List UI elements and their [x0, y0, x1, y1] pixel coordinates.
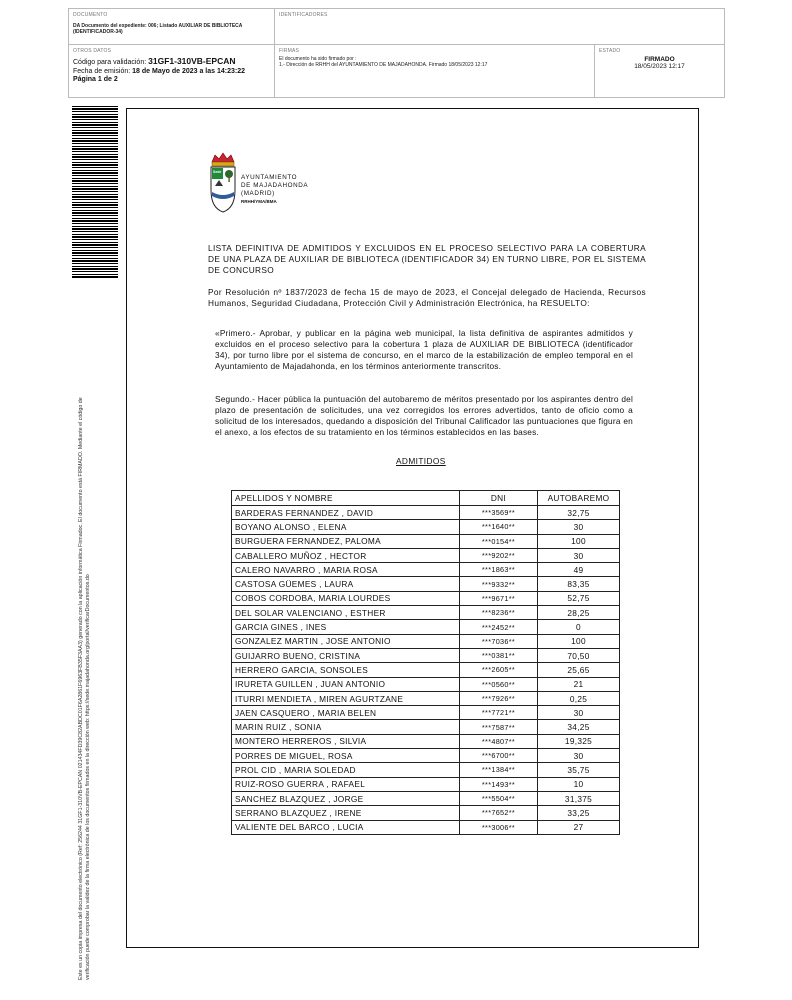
cell-dni: ***4807** — [460, 734, 538, 748]
fecha-value: 18 de Mayo de 2023 a las 14:23:22 — [132, 67, 246, 75]
firmas-cell — [275, 45, 595, 97]
cell-dni: ***9332** — [460, 577, 538, 591]
cell-autobaremo: 52,75 — [538, 591, 620, 605]
column-header-nombre: APELLIDOS Y NOMBRE — [232, 491, 460, 506]
cell-nombre: GUIJARRO BUENO, CRISTINA — [232, 648, 460, 662]
table-row — [232, 648, 620, 662]
cell-nombre: DEL SOLAR VALENCIANO , ESTHER — [232, 606, 460, 620]
cell-nombre: BARDERAS FERNANDEZ , DAVID — [232, 506, 460, 520]
cell-autobaremo: 0 — [538, 620, 620, 634]
table-row — [232, 548, 620, 562]
cell-autobaremo: 31,375 — [538, 791, 620, 805]
cell-nombre: GONZALEZ MARTIN , JOSE ANTONIO — [232, 634, 460, 648]
cell-nombre: MARIN RUIZ , SONIA — [232, 720, 460, 734]
intro-paragraph: Por Resolución nº 1837/2023 de fecha 15 de mayo de 2023, el Concejal delegado de Hacienda, Recursos Humanos, Seguridad Ciudadana, Protección Civil y Administración Electrónica, ha RESUELTO: — [208, 287, 646, 308]
cell-autobaremo: 100 — [538, 634, 620, 648]
documento-label: DOCUMENTO — [73, 12, 108, 18]
cell-autobaremo: 30 — [538, 520, 620, 534]
cell-nombre: SANCHEZ BLAZQUEZ , JORGE — [232, 791, 460, 805]
cell-nombre: PORRES DE MIGUEL, ROSA — [232, 749, 460, 763]
admitidos-heading: ADMITIDOS — [396, 456, 446, 466]
estado-value: FIRMADO — [644, 56, 675, 63]
cell-autobaremo: 32,75 — [538, 506, 620, 520]
org-line-2: DE MAJADAHONDA — [241, 182, 309, 189]
cell-autobaremo: 21 — [538, 677, 620, 691]
cell-autobaremo: 35,75 — [538, 763, 620, 777]
table-row — [232, 677, 620, 691]
cell-nombre: SERRANO BLAZQUEZ , IRENE — [232, 806, 460, 820]
cell-nombre: RUIZ-ROSO GUERRA , RAFAEL — [232, 777, 460, 791]
cell-dni: ***9671** — [460, 591, 538, 605]
cell-nombre: CASTOSA GÜEMES , LAURA — [232, 577, 460, 591]
table-row — [232, 763, 620, 777]
table-row — [232, 663, 620, 677]
cell-nombre: IRURETA GUILLEN , JUAN ANTONIO — [232, 677, 460, 691]
cell-autobaremo: 34,25 — [538, 720, 620, 734]
table-row — [232, 534, 620, 548]
documento-text: DA Documento del expediente: 006; Listado AUXILIAR DE BIBLIOTECA (IDENTIFICADOR-34) — [73, 23, 243, 35]
cell-dni: ***6700** — [460, 749, 538, 763]
table-row — [232, 791, 620, 805]
fecha-emision — [73, 68, 270, 77]
org-line-3: (MADRID) — [241, 190, 275, 197]
table-row — [232, 720, 620, 734]
table-row — [232, 734, 620, 748]
table-header-row — [232, 491, 620, 506]
table-row — [232, 577, 620, 591]
cell-autobaremo: 100 — [538, 534, 620, 548]
cell-dni: ***9202** — [460, 548, 538, 562]
cell-dni: ***1384** — [460, 763, 538, 777]
cell-nombre: VALIENTE DEL BARCO , LUCIA — [232, 820, 460, 834]
cell-dni: ***2605** — [460, 663, 538, 677]
fecha-prefix: Fecha de emisión: — [73, 67, 131, 75]
firmas-label: FIRMAS — [279, 48, 300, 54]
cell-autobaremo: 30 — [538, 706, 620, 720]
cell-dni: ***0560** — [460, 677, 538, 691]
identificadores-label: IDENTIFICADORES — [279, 12, 328, 18]
cell-dni: ***3569** — [460, 506, 538, 520]
table-row — [232, 620, 620, 634]
firmas-line1: El documento ha sido firmado por : — [279, 56, 357, 62]
cell-nombre: BOYANO ALONSO , ELENA — [232, 520, 460, 534]
codigo-value: 31GF1-310VB-EPCAN — [148, 56, 236, 66]
cell-nombre: BURGUERA FERNANDEZ, PALOMA — [232, 534, 460, 548]
codigo-validacion — [73, 57, 270, 68]
cell-autobaremo: 33,25 — [538, 806, 620, 820]
segundo-paragraph: Segundo.- Hacer pública la puntuación del autobaremo de méritos presentado por los aspirantes dentro del plazo de presentación de solicitudes, una vez corregidos los errores advertidos, tanto de oficio como a solicitud de los interesados, quedando a disposición del Tribunal Calificador las puntuaciones que figura en el anexo, a los efectos de su tratamiento en los términos establecidos en las bases. — [215, 394, 633, 437]
side-verification-note — [78, 300, 92, 980]
cell-autobaremo: 83,35 — [538, 577, 620, 591]
otros-datos-cell — [69, 45, 275, 97]
cell-dni: ***7036** — [460, 634, 538, 648]
document-header — [68, 8, 725, 98]
cell-nombre: CALERO NAVARRO , MARIA ROSA — [232, 563, 460, 577]
table-row — [232, 634, 620, 648]
identificadores-cell — [275, 9, 724, 45]
cell-autobaremo: 70,50 — [538, 648, 620, 662]
cell-nombre: GARCIA GINES , INES — [232, 620, 460, 634]
coat-of-arms-logo — [208, 152, 238, 214]
table-row — [232, 591, 620, 605]
document-title: LISTA DEFINITIVA DE ADMITIDOS Y EXCLUIDOS EN EL PROCESO SELECTIVO PARA LA COBERTURA DE UNA PLAZA DE AUXILIAR DE BIBLIOTECA (IDENTIFICADOR 34) EN TURNO LIBRE, POR EL SISTEMA DE CONCURSO — [208, 243, 646, 275]
cell-dni: ***7721** — [460, 706, 538, 720]
cell-nombre: CABALLERO MUÑOZ , HECTOR — [232, 548, 460, 562]
column-header-autobaremo: AUTOBAREMO — [538, 491, 620, 506]
cell-dni: ***0154** — [460, 534, 538, 548]
cell-dni: ***0381** — [460, 648, 538, 662]
estado-cell — [595, 45, 724, 97]
cell-autobaremo: 30 — [538, 749, 620, 763]
org-line-1: AYUNTAMIENTO — [241, 174, 298, 181]
table-row — [232, 691, 620, 705]
cell-autobaremo: 10 — [538, 777, 620, 791]
side-note-line-2: verificación puede comprobar la validez de la firma electrónica de los documentos firmados en la dirección web: https://sede.majadahonda.org/portal/verificarDocumentos.do — [85, 574, 91, 980]
cell-dni: ***7587** — [460, 720, 538, 734]
admitidos-table — [231, 490, 620, 835]
cell-dni: ***1493** — [460, 777, 538, 791]
table-row — [232, 520, 620, 534]
cell-dni: ***2452** — [460, 620, 538, 634]
cell-autobaremo: 30 — [538, 548, 620, 562]
table-row — [232, 606, 620, 620]
estado-date: 18/05/2023 12:17 — [634, 63, 685, 70]
column-header-dni: DNI — [460, 491, 538, 506]
cell-dni: ***3006** — [460, 820, 538, 834]
cell-nombre: COBOS CORDOBA, MARIA LOURDES — [232, 591, 460, 605]
cell-nombre: ITURRI MENDIETA , MIREN AGURTZANE — [232, 691, 460, 705]
primero-paragraph: «Primero.- Aprobar, y publicar en la página web municipal, la lista definitiva de aspirantes admitidos y excluidos en el proceso selectivo para la cobertura 1 plaza de AUXILIAR DE BIBLIOTECA (identificador 34), por turno libre por el sistema de concurso, en el marco de la estabilización de empleo temporal en el Ayuntamiento de Majadahonda, en los términos anteriormente transcritos. — [215, 328, 633, 371]
cell-dni: ***8236** — [460, 606, 538, 620]
cell-dni: ***7652** — [460, 806, 538, 820]
estado-label: ESTADO — [599, 48, 621, 54]
cell-dni: ***1640** — [460, 520, 538, 534]
cell-nombre: MONTERO HERREROS , SILVIA — [232, 734, 460, 748]
cell-dni: ***7926** — [460, 691, 538, 705]
firmas-line2: 1.- Dirección de RRHH del AYUNTAMIENTO DE MAJADAHONDA. Firmado 18/05/2023 12:17 — [279, 62, 488, 68]
cell-autobaremo: 25,65 — [538, 663, 620, 677]
table-row — [232, 706, 620, 720]
cell-autobaremo: 28,25 — [538, 606, 620, 620]
logo-badge: Sede — [213, 170, 222, 174]
cell-nombre: HERRERO GARCIA, SONSOLES — [232, 663, 460, 677]
cell-dni: ***5504** — [460, 791, 538, 805]
table-row — [232, 563, 620, 577]
cell-nombre: PROL CID , MARIA SOLEDAD — [232, 763, 460, 777]
documento-cell — [69, 9, 275, 45]
table-row — [232, 777, 620, 791]
table-row — [232, 506, 620, 520]
otros-datos-label: OTROS DATOS — [73, 48, 112, 54]
cell-nombre: JAEN CASQUERO , MARIA BELEN — [232, 706, 460, 720]
organization-block — [241, 174, 308, 206]
cell-autobaremo: 0,25 — [538, 691, 620, 705]
barcode — [72, 106, 118, 278]
cell-dni: ***1863** — [460, 563, 538, 577]
org-reference: RRHH/YMA/BMA — [241, 199, 277, 204]
cell-autobaremo: 27 — [538, 820, 620, 834]
cell-autobaremo: 49 — [538, 563, 620, 577]
pagina: Página 1 de 2 — [73, 76, 118, 83]
table-row — [232, 820, 620, 834]
cell-autobaremo: 19,325 — [538, 734, 620, 748]
side-note-line-1: Este es un copia impresa del documento electrónico (Ref: 256244 31GF1-310VB-EPCAN 021434FD39C82ABDC01F6A2861F6963FB35F3AA3) generado con la aplicación informática Firmadoc. El documento está FIRMADO. Mediante el código de — [78, 397, 84, 980]
codigo-prefix: Código para validación: — [73, 59, 147, 66]
table-row — [232, 806, 620, 820]
table-row — [232, 749, 620, 763]
